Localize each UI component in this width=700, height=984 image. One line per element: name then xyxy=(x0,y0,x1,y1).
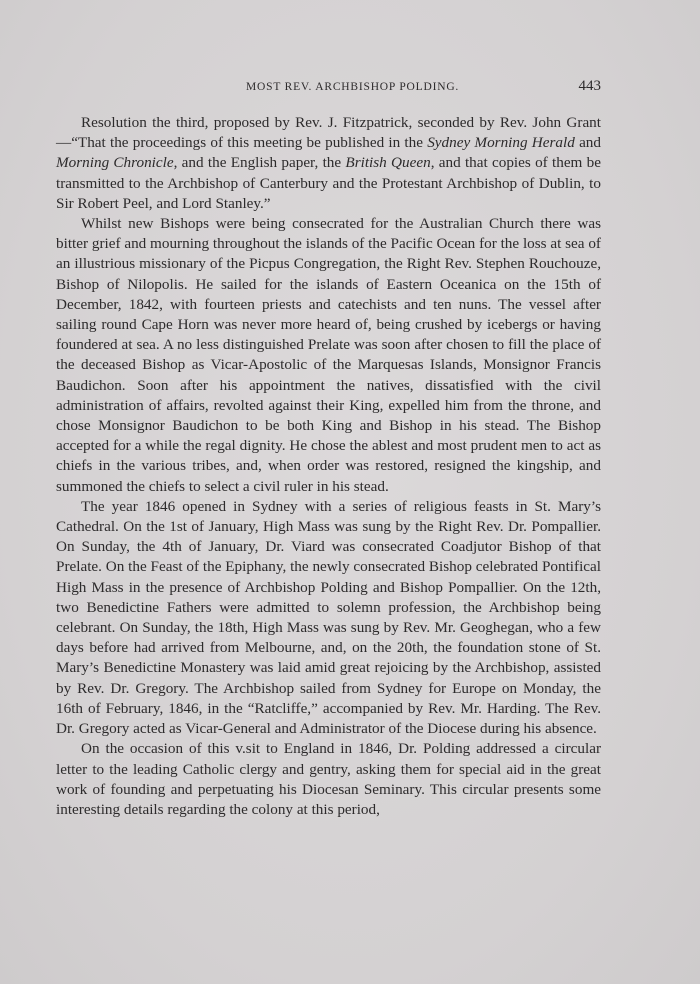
text-segment: and xyxy=(574,134,601,152)
text-segment: Whilst new Bishops were being consecrated for the Australian Church there was bitter grief and mourning throughout the islands of the Pacific Ocean for the loss at sea of an illustrious missionary of the Picpus Congregation, the Right Rev. Stephen Rouchouze, Bishop of Nilopolis. He sailed for the islands of Eastern Oceanica on the 15th of December, 1842, with fourteen priests and catechists and ten nuns. The vessel after sailing round Cape Horn was never more heard of, being crushed by icebergs or having foundered at sea. A no less distinguished Prelate was soon after chosen to fill the place of the deceased Bishop as Vicar-Apostolic of the Marquesas Islands, Monsignor Francis Baudichon. Soon after his appointment the natives, dissatisfied with the civil administration of affairs, revolted against their King, expelled him from the throne, and chose Monsignor Baudichon to be both King and Bishop in his stead. The Bishop accepted for a while the regal dignity. He chose the ablest and most prudent men to act as chiefs in the various tribes, and, when order was restored, resigned the kingship, and summoned the chiefs to select a civil ruler in his stead. xyxy=(56,215,601,495)
newspaper-title-sydney-morning-herald: Sydney Morning Herald xyxy=(427,134,575,152)
text-segment: , and the English paper, the xyxy=(173,154,346,172)
running-head xyxy=(56,78,601,98)
paragraph-visit-england xyxy=(56,739,601,820)
text-segment: Resolution the third, proposed by Rev. J. Fitzpatrick, seconded by Rev. John Grant—“That the proceedings of this meeting be published in the xyxy=(56,114,601,152)
body-text xyxy=(56,113,601,820)
newspaper-title-british-queen: British Queen xyxy=(345,154,431,172)
paragraph-year-1846 xyxy=(56,497,601,739)
paragraph-bishop-rouchouze xyxy=(56,214,601,497)
text-segment: The year 1846 opened in Sydney with a series of religious feasts in St. Mary’s Cathedral. On the 1st of January, High Mass was sung by the Right Rev. Dr. Pompallier. On Sunday, the 4th of January, Dr. Viard was consecrated Coadjutor Bishop of that Prelate. On the Feast of the Epiphany, the newly consecrated Bishop celebrated Pontifical High Mass in the presence of Archbishop Polding and Bishop Pompallier. On the 12th, two Benedictine Fathers were admitted to solemn profession, the Archbishop being celebrant. On Sunday, the 18th, High Mass was sung by Rev. Mr. Geoghegan, who a few days before had arrived from Melbourne, and, on the 20th, the foundation stone of St. Mary’s Benedictine Monastery was laid amid great rejoicing by the Archbishop, assisted by Rev. Dr. Gregory. The Archbishop sailed from Sydney for Europe on Monday, the 16th of February, 1846, in the “Ratcliffe,” accompanied by Rev. Mr. Harding. The Rev. Dr. Gregory acted as Vicar-General and Administrator of the Diocese during his absence. xyxy=(56,497,601,738)
text-segment: On the occasion of this v.sit to England in 1846, Dr. Polding addressed a circular letter to the leading Catholic clergy and gentry, asking them for special aid in the great work of founding and perpetuating his Diocesan Seminary. This circular presents some interesting details regarding the colony at this period, xyxy=(56,740,601,818)
paragraph-resolution xyxy=(56,113,601,214)
page-number: 443 xyxy=(578,78,601,94)
newspaper-title-morning-chronicle: Morning Chronicle xyxy=(56,154,174,172)
running-title: MOST REV. ARCHBISHOP POLDING. xyxy=(246,81,460,93)
text-segment: , and that copies of them be transmitted to the Archbishop of Canterbury and the Protestant Archbishop of Dublin, to Sir Robert Peel, and Lord Stanley.” xyxy=(56,154,601,212)
